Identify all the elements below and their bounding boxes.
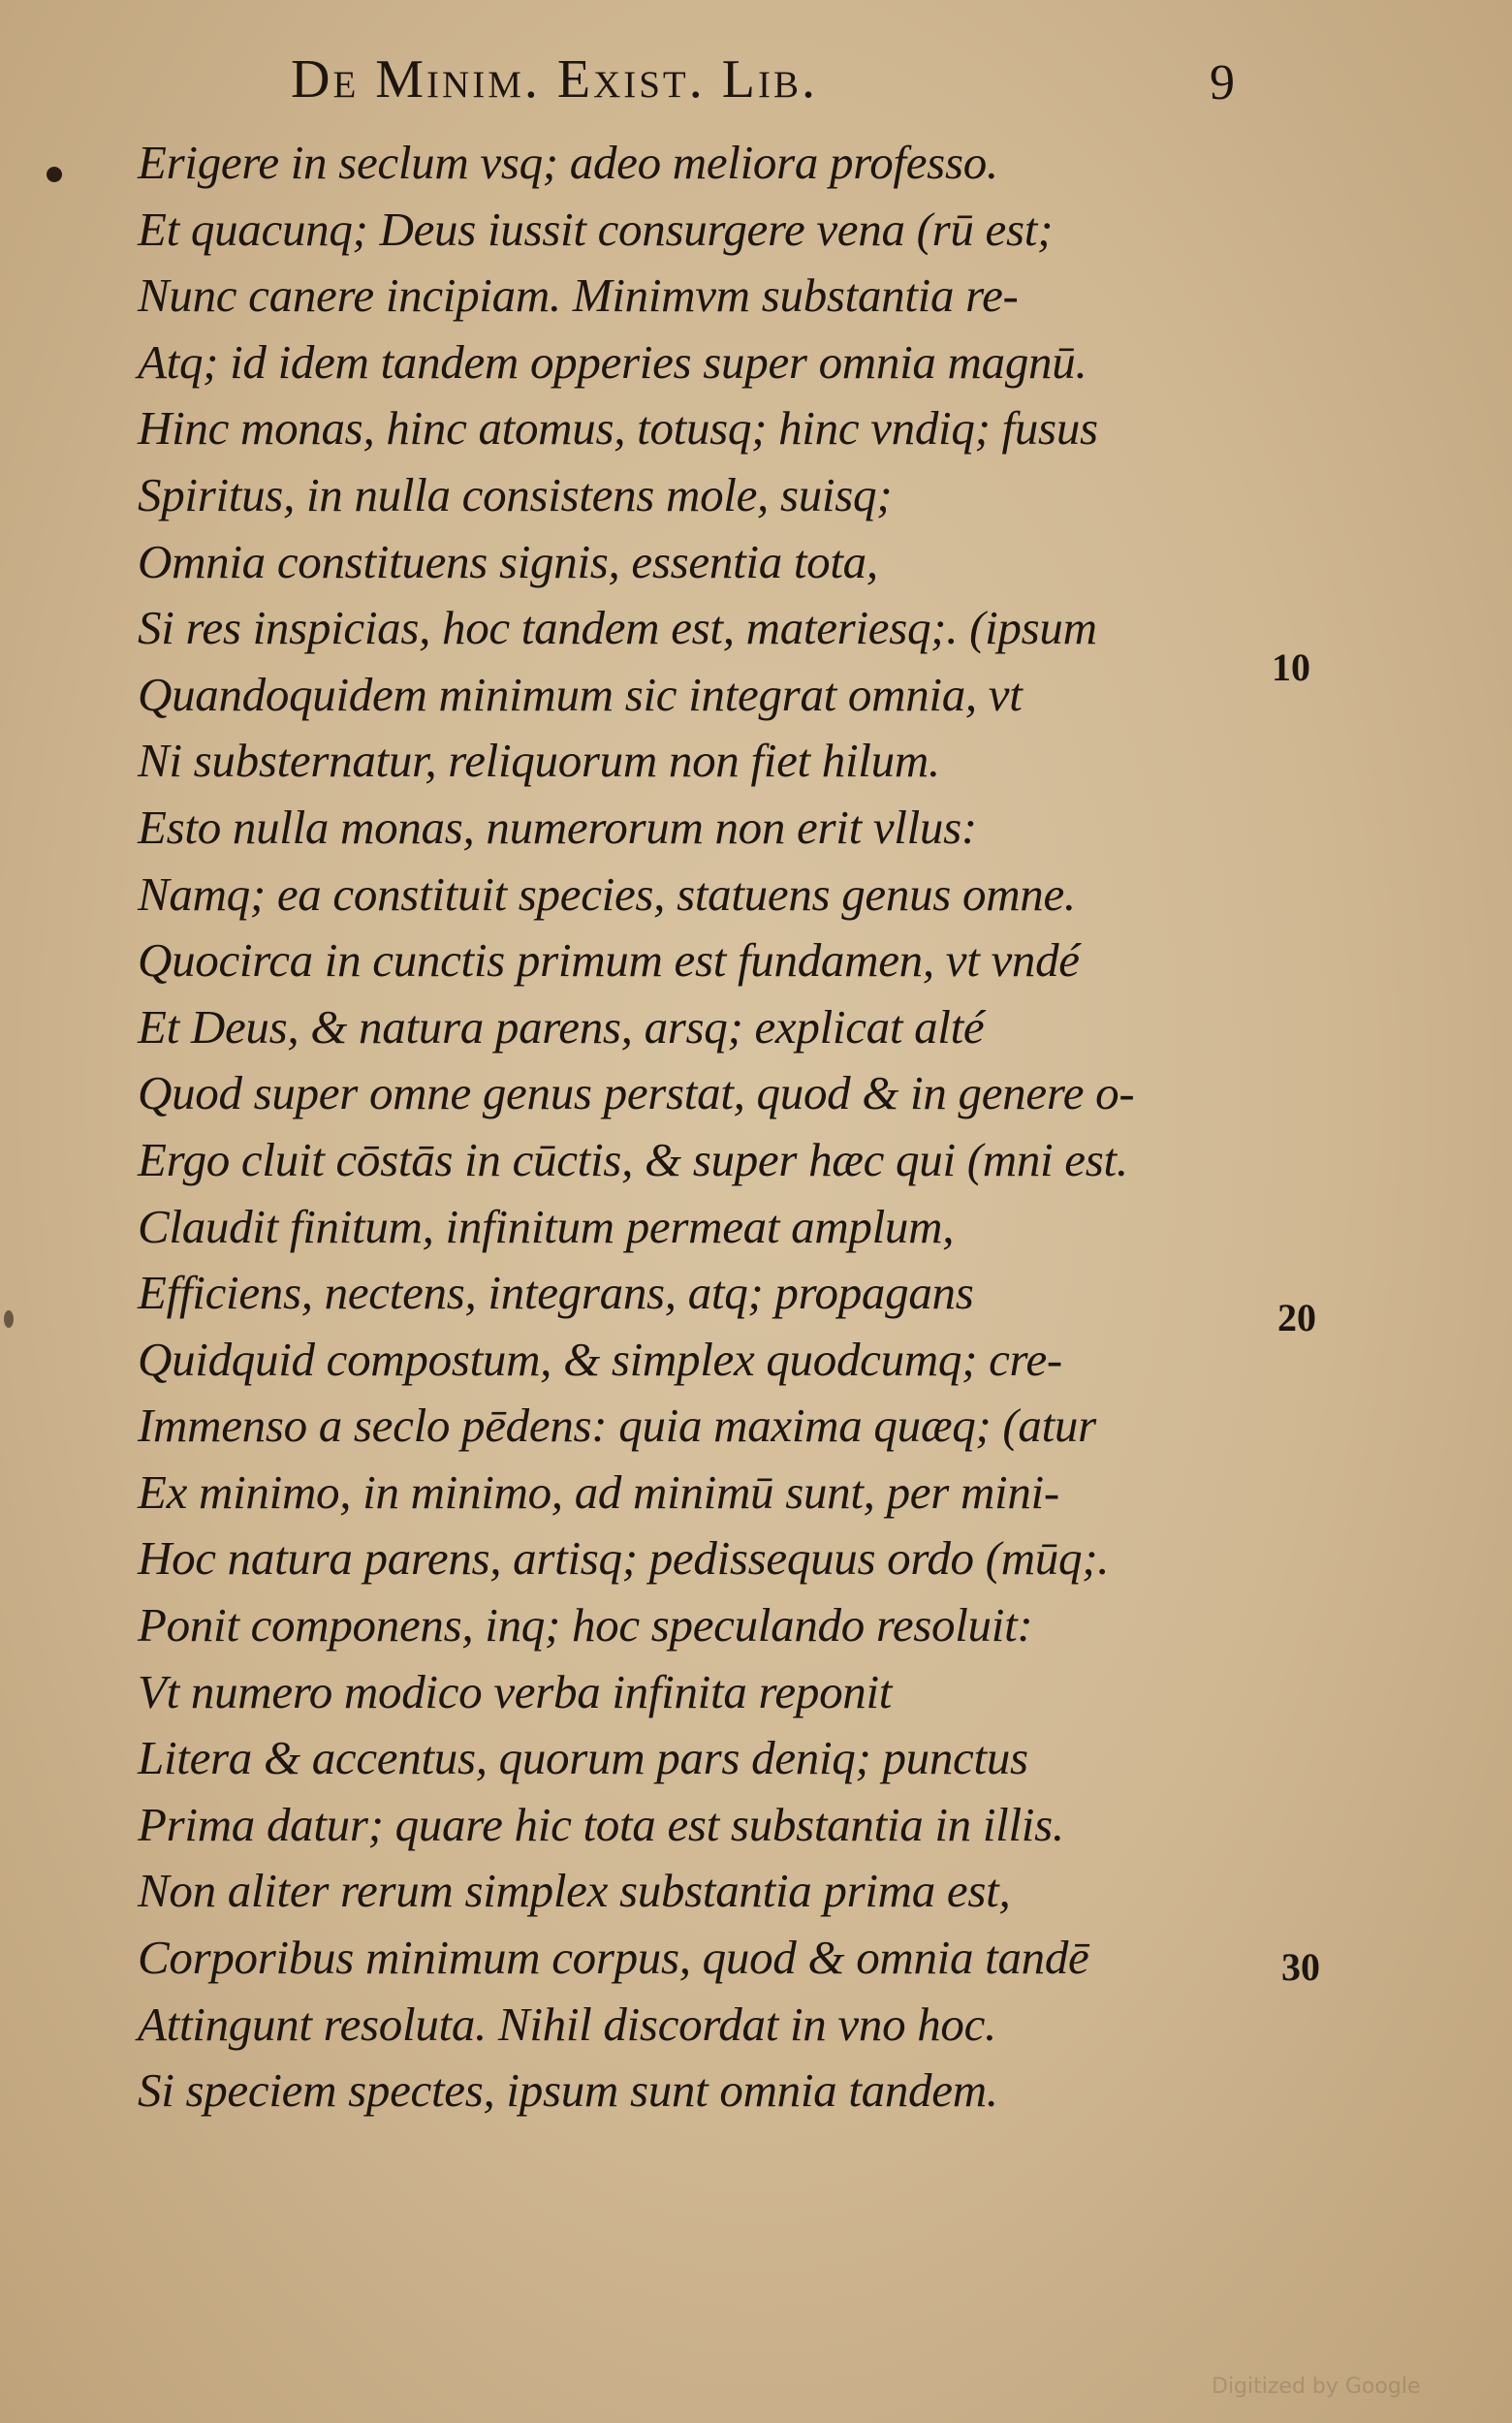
verse-line: Si speciem spectes, ipsum sunt omnia tandem. (138, 2063, 998, 2118)
verse-line: Ex minimo, in minimo, ad minimū sunt, per mini- (138, 1464, 1059, 1519)
verse-line: Ponit componens, inq; hoc speculando resoluit: (138, 1598, 1033, 1652)
verse-line: Si res inspicias, hoc tandem est, materiesq;. (ipsum (138, 601, 1097, 655)
running-head: De Minim. Exist. Lib. (291, 49, 818, 110)
digitization-watermark: Digitized by Google (1212, 2375, 1421, 2399)
verse-line: Hoc natura parens, artisq; pedissequus ordo (mūq;. (138, 1531, 1110, 1586)
verse-line: Esto nulla monas, numerorum non erit vllus: (138, 800, 977, 854)
verse-line: Prima datur; quare hic tota est substantia in illis. (138, 1797, 1064, 1851)
verse-line: Immenso a seclo pēdens: quia maxima quæq; (atur (138, 1399, 1096, 1453)
verse-line: Omnia constituens signis, essentia tota, (138, 534, 878, 588)
verse-line: Quandoquidem minimum sic integrat omnia, vt (138, 667, 1023, 721)
verse-line: Hinc monas, hinc atomus, totusq; hinc vndiq; fusus (138, 401, 1098, 456)
verse-line: Erigere in seclum vsq; adeo meliora professo. (138, 136, 998, 189)
verse-line: Spiritus, in nulla consistens mole, suisq; (138, 467, 893, 521)
verse-line: Non aliter rerum simplex substantia prima est, (138, 1864, 1011, 1918)
verse-line: Vt numero modico verba infinita reponit (138, 1664, 893, 1718)
verse-line: Quod super omne genus perstat, quod & in genere o- (138, 1066, 1135, 1120)
verse-line: Namq; ea constituit species, statuens genus omne. (138, 866, 1076, 921)
verse-line: Attingunt resoluta. Nihil discordat in vno hoc. (138, 1997, 997, 2051)
line-number-10: 10 (1272, 645, 1310, 689)
verse-line: Efficiens, nectens, integrans, atq; propagans (138, 1266, 974, 1320)
ink-spot (47, 167, 62, 182)
line-number-20: 20 (1277, 1296, 1316, 1339)
verse-line: Quocirca in cunctis primum est fundamen, vt vndé (138, 933, 1080, 988)
verse-line: Litera & accentus, quorum pars deniq; punctus (138, 1731, 1028, 1785)
verse-line: Claudit finitum, infinitum permeat amplum, (138, 1199, 955, 1253)
line-number-30: 30 (1281, 1945, 1320, 1989)
verse-line: Atq; id idem tandem opperies super omnia magnū. (138, 334, 1087, 389)
verse-line: Ni substernatur, reliquorum non fiet hilum. (138, 734, 940, 788)
verse-line: Ergo cluit cōstās in cūctis, & super hæc qui (mni est. (138, 1132, 1128, 1186)
verse-block (138, 130, 1262, 2124)
ink-spot (4, 1310, 14, 1328)
verse-line: Et quacunq; Deus iussit consurgere vena (rū est; (138, 202, 1054, 256)
page-number: 9 (1210, 55, 1235, 110)
verse-line: Quidquid compostum, & simplex quodcumq; cre- (138, 1332, 1062, 1386)
verse-line: Corporibus minimum corpus, quod & omnia tandē (138, 1931, 1089, 1985)
verse-line: Nunc canere incipiam. Minimvm substantia re- (138, 268, 1019, 323)
verse-line: Et Deus, & natura parens, arsq; explicat alté (138, 999, 985, 1054)
